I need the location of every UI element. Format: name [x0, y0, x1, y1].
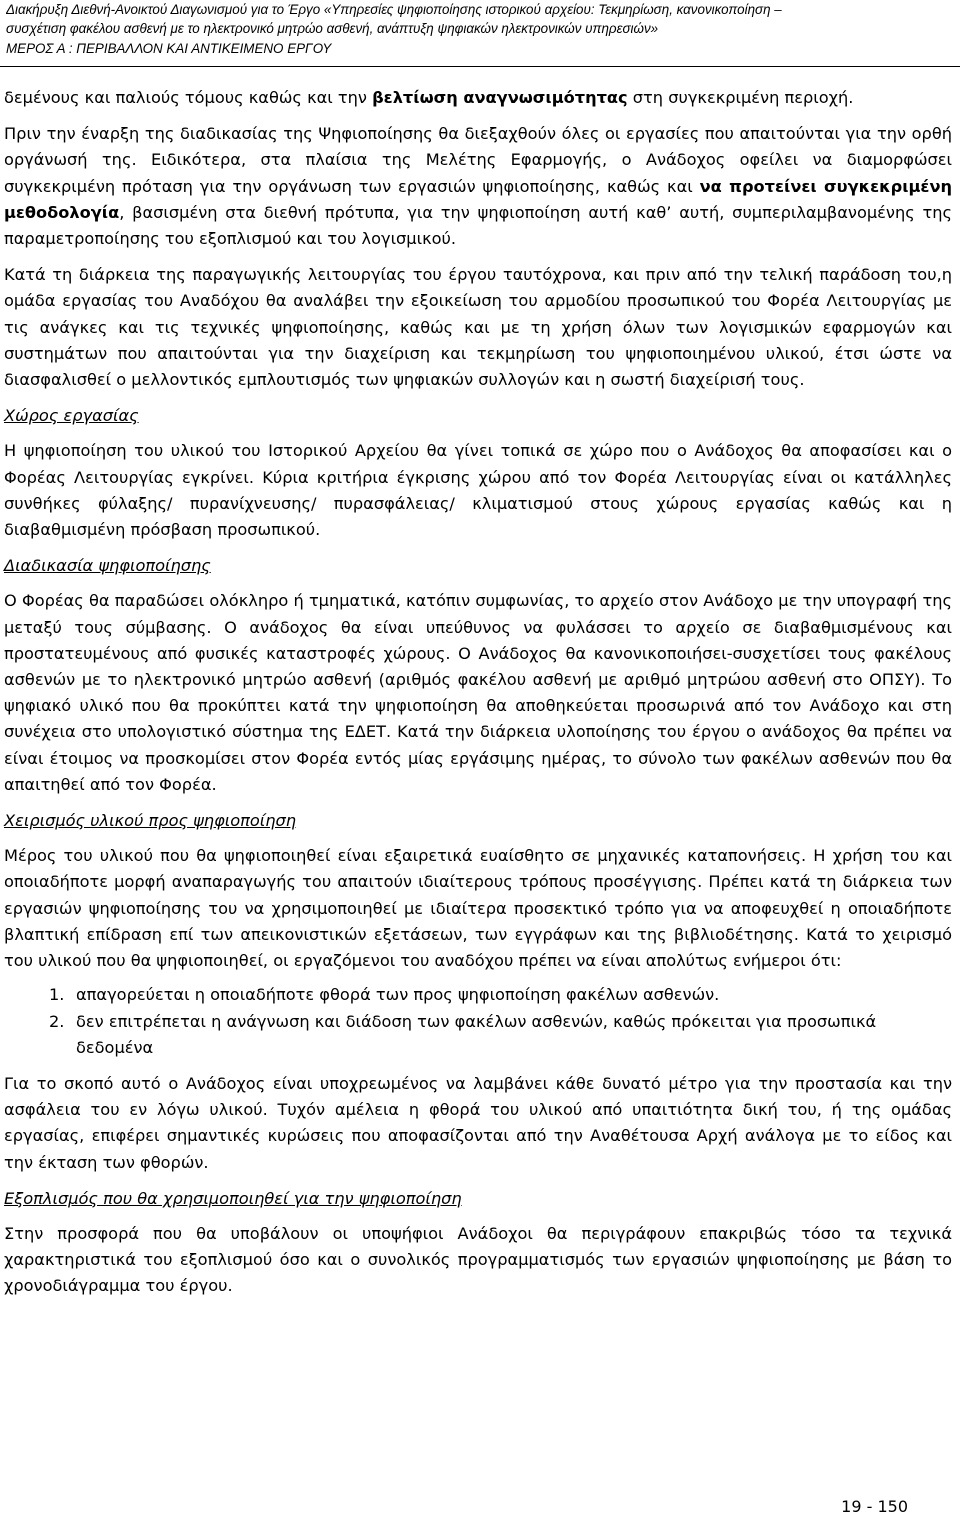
- bold-phrase-readability: βελτίωση αναγνωσιμότητας: [372, 88, 628, 107]
- document-header: [6, 0, 956, 38]
- paragraph-digitization-process: Ο Φορέας θα παραδώσει ολόκληρο ή τμηματικά, κατόπιν συμφωνίας, το αρχείο στον Ανάδοχο με την υπογραφή της μεταξύ τους σύμβασης. Ο ανάδοχος θα είναι υπεύθυνος να φυλάσσει το αρχείο σε διαβαθμισμένους και προστατευμένους από φυσικές καταστροφές χώρους. Ο Ανάδοχος θα κανονικοποιήσει-συσχετίσει τους φακέλους ασθενών με το ηλεκτρονικό μητρώο ασθενή (αριθμός φακέλου ασθενή με αριθμό μητρώου ασθενή στο ΟΠΣΥ). Το ψηφιακό υλικό που θα προκύπτει κατά την ψηφιοποίηση θα αποθηκεύεται προσωρινά από τον Ανάδοχο και στη συνέχεια στο υπολογιστικό σύστημα της ΕΔΕΤ. Κατά την διάρκεια υλοποίησης του έργου ο ανάδοχος θα πρέπει να είναι έτοιμος να προσκομίσει στον Φορέα εντός μίας εργάσιμης ημέρας, το σύνολο των φακέλων ασθενών που θα απαιτηθεί από τον Φορέα.: [4, 591, 952, 794]
- paragraph-readability: δεμένους και παλιούς τόμους καθώς και την βελτίωση αναγνωσιμότητας στη συγκεκριμένη περιοχή.: [4, 88, 854, 107]
- header-section-title: ΜΕΡΟΣ Α : ΠΕΡΙΒΑΛΛΟΝ ΚΑΙ ΑΝΤΙΚΕΙΜΕΝΟ ΕΡΓΟΥ: [6, 41, 332, 56]
- rules-list: [4, 982, 952, 1061]
- paragraph-material-handling: Μέρος του υλικού που θα ψηφιοποιηθεί είναι εξαιρετικά ευαίσθητο σε μηχανικές καταπονήσεις. Η χρήση του και οποιαδήποτε μορφή αναπαραγωγής του απαιτούν ιδιαίτερους τρόπους προσέγγισης. Πρέπει κατά τη διάρκεια των εργασιών ψηφιοποίησης του να χρησιμοποιηθεί με ιδιαίτερα προσεκτικό τρόπο για να αποφευχθεί η οποιαδήποτε βλαπτική επίδραση επί των απεικονιστικών εξετάσεων, των εγγράφων και της βιβλιοδέτησης. Κατά το χειρισμό του υλικού που θα ψηφιοποιηθεί, οι εργαζόμενοι του αναδόχου πρέπει να είναι απολύτως ενήμεροι ότι:: [4, 846, 952, 971]
- heading-material-handling: Χειρισμός υλικού προς ψηφιοποίηση: [4, 811, 297, 831]
- heading-digitization-process: Διαδικασία ψηφιοποίησης: [4, 556, 211, 576]
- list-item: 1. απαγορεύεται η οποιαδήποτε φθορά των προς ψηφιοποίηση φακέλων ασθενών.: [49, 985, 720, 1005]
- paragraph-workspace: Η ψηφιοποίηση του υλικού του Ιστορικού Αρχείου θα γίνει τοπικά σε χώρο που ο Ανάδοχος θα αποφασίσει και ο Φορέας Λειτουργίας εγκρίνει. Κύρια κριτήρια έγκρισης χώρου από τον Φορέα Λειτουργίας είναι οι κατάλληλες συνθήκες φύλαξης/ πυρανίχνευσης/ πυρασφάλειας/ κλιματισμού στους χώρους εργασίας καθώς και η διαβαθμισμένη πρόσβαση προσωπικού.: [4, 441, 952, 540]
- heading-workspace: Χώρος εργασίας: [4, 406, 139, 426]
- paragraph-preparation: Πριν την έναρξη της διαδικασίας της Ψηφιοποίησης θα διεξαχθούν όλες οι εργασίες που απαιτούνται για την ορθή οργάνωσή της. Ειδικότερα, στα πλαίσια της Μελέτης Εφαρμογής, ο Ανάδοχος οφείλει να διαμορφώσει συγκεκριμένη πρόταση για την οργάνωση των εργασιών ψηφιοποίησης, καθώς και να προτείνει συγκεκριμένη μεθοδολογία, βασισμένη στα διεθνή πρότυπα, για την ψηφιοποίηση αυτή καθ’ αυτή, συμπεριλαμβανομένης της παραμετροποίησης του εξοπλισμού και του λογισμικού.: [4, 124, 952, 249]
- document-body: [4, 85, 952, 1308]
- page-number: 19 - 150: [841, 1497, 908, 1516]
- header-divider: [0, 66, 960, 67]
- heading-equipment: Εξοπλισμός που θα χρησιμοποιηθεί για την ψηφιοποίηση: [4, 1188, 462, 1208]
- header-title-line-1: Διακήρυξη Διεθνή-Ανοικτού Διαγωνισμού για το Έργο «Υπηρεσίες ψηφιοποίησης ιστορικού αρχείου: Τεκμηρίωση, κανονικοποίηση –: [6, 2, 782, 17]
- header-title-line-2: συσχέτιση φακέλου ασθενή με το ηλεκτρονικό μητρώο ασθενή, ανάπτυξη ψηφιακών ηλεκτρονικών υπηρεσιών»: [6, 21, 659, 36]
- paragraph-training: Κατά τη διάρκεια της παραγωγικής λειτουργίας του έργου ταυτόχρονα, και πριν από την τελική παράδοση του,η ομάδα εργασίας του Αναδόχου θα αναλάβει την εξοικείωση του αρμοδίου προσωπικού του Φορέα Λειτουργίας με τις ανάγκες και τις τεχνικές ψηφιοποίησης, καθώς και με τη χρήση όλων των λογισμικών εφαρμογών και συστημάτων που απαιτούνται για την διαχείριση και τεκμηρίωση του ψηφιοποιημένου υλικού, έτσι ώστε να διασφαλισθεί ο μελλοντικός εμπλουτισμός των ψηφιακών συλλογών και η σωστή διαχείρισή τους.: [4, 265, 952, 390]
- paragraph-equipment: Στην προσφορά που θα υποβάλουν οι υποψήφιοι Ανάδοχοι θα περιγράφουν επακριβώς τόσο τα τεχνικά χαρακτηριστικά του εξοπλισμού όσο και ο συνολικός προγραμματισμός των εργασιών ψηφιοποίησης με βάση το χρονοδιάγραμμα του έργου.: [4, 1223, 952, 1296]
- paragraph-protection: Για το σκοπό αυτό ο Ανάδοχος είναι υποχρεωμένος να λαμβάνει κάθε δυνατό μέτρο για την προστασία και την ασφάλεια του εν λόγω υλικού. Τυχόν αμέλεια η φθορά του υλικού από υπαιτιότητα δική του, ή της ομάδας εργασίας, επιφέρει σημαντικές κυρώσεις που αποφασίζονται από την Αναθέτουσα Αρχή ανάλογα με το είδος και την έκταση των φθορών.: [4, 1073, 952, 1172]
- bold-phrase-methodology: να προτείνει συγκεκριμένη μεθοδολογία: [4, 176, 952, 222]
- list-item: 2. δεν επιτρέπεται η ανάγνωση και διάδοση των φακέλων ασθενών, καθώς πρόκειται για προσωπικά δεδομένα: [49, 1011, 877, 1057]
